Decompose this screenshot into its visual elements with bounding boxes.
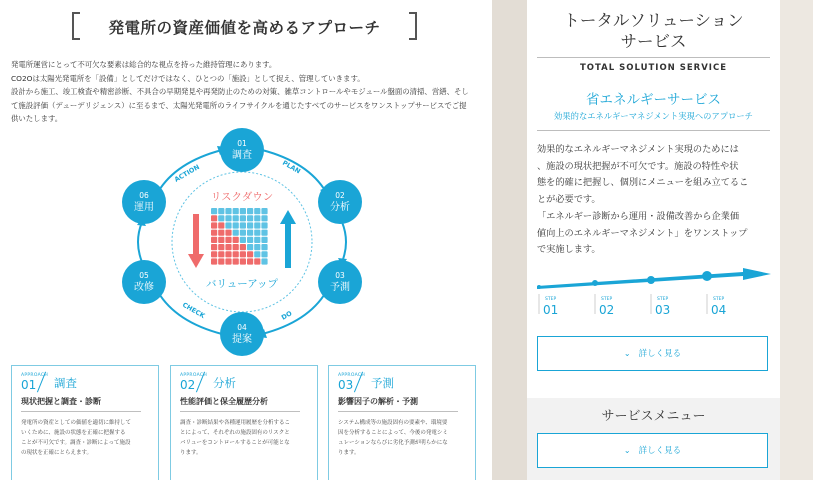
grid-tile xyxy=(218,244,224,250)
grid-tile xyxy=(261,251,267,257)
grid-tile xyxy=(240,215,246,221)
intro-line: て施設評価（デューデリジェンス）に至るまで、太陽光発電所のライフサイクルを通じたすべてのサービスをワンストップサービスでご提 xyxy=(11,100,467,110)
arc-label-check: CHECK xyxy=(181,300,207,320)
body-line: 「エネルギー診断から運用・設備改善から企業価 xyxy=(537,210,740,222)
service-subheading: 効果的なエネルギーマネジメント実現へのアプローチ xyxy=(554,111,753,121)
panel-divider xyxy=(492,0,527,480)
divider xyxy=(338,411,458,412)
approach-card-02[interactable] xyxy=(170,365,318,480)
value-up-arrow-icon xyxy=(280,210,296,268)
divider xyxy=(180,411,300,412)
grid-tile xyxy=(233,251,239,257)
step-number: 02 xyxy=(599,303,615,317)
grid-tile xyxy=(225,208,231,214)
grid-tile xyxy=(218,208,224,214)
service-description xyxy=(537,142,773,259)
grid-tile xyxy=(240,230,246,236)
section-title xyxy=(527,10,780,52)
body-line: で実施します。 xyxy=(537,244,601,256)
step-number: 04 xyxy=(711,303,727,317)
grid-tile xyxy=(261,208,267,214)
risk-value-grid xyxy=(211,208,268,265)
grid-tile xyxy=(211,222,217,228)
grid-tile xyxy=(254,208,260,214)
grid-tile xyxy=(261,258,267,264)
grid-tile xyxy=(247,258,253,264)
step-label: 予測 xyxy=(330,282,350,293)
grid-tile xyxy=(254,244,260,250)
grid-tile xyxy=(240,237,246,243)
desc-line: 因を分析することによって、今後の発電シミ xyxy=(338,430,448,436)
approach-title: 調査 xyxy=(54,376,77,390)
grid-tile xyxy=(254,258,260,264)
body-line: 態を的確に把握し、個別にメニューを組み立てるこ xyxy=(537,177,749,189)
cycle-step-03 xyxy=(318,260,362,304)
arc-improve xyxy=(138,222,142,262)
section-subtitle: TOTAL SOLUTION SERVICE xyxy=(580,63,727,73)
grid-tile xyxy=(240,208,246,214)
desc-line: 発電所の資産としての価値を適切に維持して xyxy=(21,420,132,426)
section-title-line: トータルソリューション xyxy=(563,11,744,30)
approach-number: 01 xyxy=(21,378,37,392)
grid-tile xyxy=(225,215,231,221)
approach-subtitle: 性能評価と保全履歴分析 xyxy=(180,397,268,406)
grid-tile xyxy=(211,237,217,243)
step-label: 調査 xyxy=(232,150,252,161)
approach-description xyxy=(180,418,310,458)
approach-title: 分析 xyxy=(213,376,236,390)
chevron-down-icon: ⌄ xyxy=(623,446,631,455)
grid-tile xyxy=(211,251,217,257)
step-label: STEP xyxy=(601,297,613,302)
intro-line: CO2Oは太陽光発電所を「設備」としてだけではなく、ひとつの「施設」として捉え、管理していきます。 xyxy=(11,73,365,83)
grid-tile xyxy=(218,215,224,221)
cycle-step-01 xyxy=(220,128,264,172)
risk-down-label: リスクダウン xyxy=(210,191,274,203)
cycle-step-06 xyxy=(122,180,166,224)
body-line: とが必要です。 xyxy=(537,194,601,206)
body-line: 効果的なエネルギーマネジメント実現のためには xyxy=(537,144,739,155)
step-label: 改修 xyxy=(134,282,154,293)
risk-down-arrow-icon xyxy=(188,214,204,268)
divider xyxy=(537,57,770,58)
approach-title: 予測 xyxy=(371,376,394,390)
body-line: 値向上のエネルギーマネジメント」をワンストップ xyxy=(537,227,748,239)
approach-label: APPROACH xyxy=(180,373,208,378)
arc-label-do: DO xyxy=(280,309,294,322)
intro-line: 供いたします。 xyxy=(11,114,63,123)
grid-tile xyxy=(247,222,253,228)
cycle-step-04 xyxy=(220,312,264,356)
grid-tile xyxy=(240,258,246,264)
step-label: 分析 xyxy=(330,202,350,213)
desc-line: ュレーションならびに劣化予測が明らかにな xyxy=(338,440,448,446)
grid-tile xyxy=(218,222,224,228)
grid-tile xyxy=(218,230,224,236)
grid-tile xyxy=(211,215,217,221)
grid-tile xyxy=(261,215,267,221)
desc-line: ことが不可欠です。調査・診断によって施設 xyxy=(21,440,131,446)
step-number: 01 xyxy=(543,303,559,317)
intro-line: 設計から施工、竣工検査や精密診断、不具合の早期発見や再発防止のための対策、雑草コントロールやモジュール盤面の清掃、営繕、そし xyxy=(11,87,469,96)
grid-tile xyxy=(233,222,239,228)
grid-tile xyxy=(261,237,267,243)
service-heading: 省エネルギーサービス xyxy=(586,92,721,108)
pdca-cycle-diagram xyxy=(112,122,372,362)
grid-tile xyxy=(240,222,246,228)
desc-line: ります。 xyxy=(180,450,202,456)
grid-tile xyxy=(211,230,217,236)
step-progress-graphic xyxy=(537,264,773,320)
desc-line: システム構成等の施設固有の要素や、環境要 xyxy=(338,420,448,426)
approach-label: APPROACH xyxy=(338,373,366,378)
desc-line: とによって、それぞれの施設固有のリスクと xyxy=(180,430,290,436)
button-label: 詳しく見る xyxy=(638,349,682,359)
arc-predict xyxy=(342,222,346,262)
grid-tile xyxy=(218,258,224,264)
grid-tile xyxy=(254,215,260,221)
intro-line: 発電所運営にとって不可欠な要素は総合的な視点を持った維持管理にあります。 xyxy=(11,60,277,69)
approach-number: 02 xyxy=(180,378,196,392)
grid-tile xyxy=(225,244,231,250)
grid-tile xyxy=(233,258,239,264)
grid-tile xyxy=(261,222,267,228)
step-label: 運用 xyxy=(134,202,154,213)
section-title-line: サービス xyxy=(620,32,687,51)
approach-card-03[interactable] xyxy=(328,365,476,480)
approach-label: APPROACH xyxy=(21,373,49,378)
grid-tile xyxy=(218,237,224,243)
approach-card-01[interactable] xyxy=(11,365,159,480)
grid-tile xyxy=(211,244,217,250)
grid-tile xyxy=(233,244,239,250)
grid-tile xyxy=(225,237,231,243)
arc-label-plan: PLAN xyxy=(281,158,302,176)
grid-tile xyxy=(211,258,217,264)
body-line: 、施設の現状把握が不可欠です。施設の特性や状 xyxy=(537,160,739,172)
arc-label-action: ACTION xyxy=(173,162,201,184)
approach-description xyxy=(338,418,468,458)
grid-tile xyxy=(225,258,231,264)
grid-tile xyxy=(254,251,260,257)
grid-tile xyxy=(233,237,239,243)
divider xyxy=(21,411,141,412)
service-menu-title: サービスメニュー xyxy=(601,409,706,424)
step-number: 06 xyxy=(139,191,149,200)
desc-line: 調査・診断結果や各種運用履歴を分析するこ xyxy=(180,420,291,426)
total-solution-panel xyxy=(527,0,780,480)
grid-tile xyxy=(211,208,217,214)
arc-check xyxy=(158,292,222,334)
page-title: 発電所の資産価値を高めるアプローチ xyxy=(108,19,381,37)
value-up-label: バリューアップ xyxy=(206,278,278,290)
step-number: 03 xyxy=(335,271,345,280)
step-ticks xyxy=(539,294,707,314)
divider xyxy=(537,130,770,131)
button-label: 詳しく見る xyxy=(638,446,682,456)
cycle-step-05 xyxy=(122,260,166,304)
step-number: 05 xyxy=(139,271,149,280)
approach-subtitle: 現状把握と調査・診断 xyxy=(21,397,101,406)
grid-tile xyxy=(254,237,260,243)
step-number: 01 xyxy=(237,139,247,148)
grid-tile xyxy=(225,222,231,228)
grid-tile xyxy=(254,222,260,228)
approach-description xyxy=(21,418,151,458)
grid-tile xyxy=(233,215,239,221)
step-label: 提案 xyxy=(232,334,252,345)
step-label: STEP xyxy=(545,297,557,302)
cycle-step-02 xyxy=(318,180,362,224)
grid-tile xyxy=(240,251,246,257)
grid-tile xyxy=(247,230,253,236)
grid-tile xyxy=(247,215,253,221)
grid-tile xyxy=(247,208,253,214)
chevron-down-icon: ⌄ xyxy=(623,349,631,358)
grid-tile xyxy=(247,237,253,243)
desc-line: いくために、施設の状態を正確に把握する xyxy=(21,430,126,436)
grid-tile xyxy=(240,244,246,250)
grid-tile xyxy=(261,244,267,250)
grid-tile xyxy=(247,244,253,250)
desc-line: ります。 xyxy=(338,450,360,456)
grid-tile xyxy=(247,251,253,257)
step-label: STEP xyxy=(713,297,725,302)
step-number: 03 xyxy=(655,303,671,317)
grid-tile xyxy=(261,230,267,236)
right-bracket xyxy=(409,12,417,40)
arc-do xyxy=(262,292,326,334)
left-bracket xyxy=(72,12,80,40)
intro-text xyxy=(11,58,483,126)
service-menu-details-button[interactable] xyxy=(537,433,768,468)
grid-tile xyxy=(225,251,231,257)
page-title-frame xyxy=(72,10,417,44)
grid-tile xyxy=(254,230,260,236)
step-label: STEP xyxy=(657,297,669,302)
details-button[interactable] xyxy=(537,336,768,371)
grid-tile xyxy=(218,251,224,257)
desc-line: バリューをコントロールすることが可能とな xyxy=(180,440,290,446)
approach-subtitle: 影響因子の解析・予測 xyxy=(338,397,418,406)
step-number: 04 xyxy=(237,323,247,332)
step-number: 02 xyxy=(335,191,345,200)
desc-line: の現状を正確にとらえます。 xyxy=(21,450,93,456)
grid-tile xyxy=(233,230,239,236)
approach-number: 03 xyxy=(338,378,354,392)
grid-tile xyxy=(233,208,239,214)
grid-tile xyxy=(225,230,231,236)
